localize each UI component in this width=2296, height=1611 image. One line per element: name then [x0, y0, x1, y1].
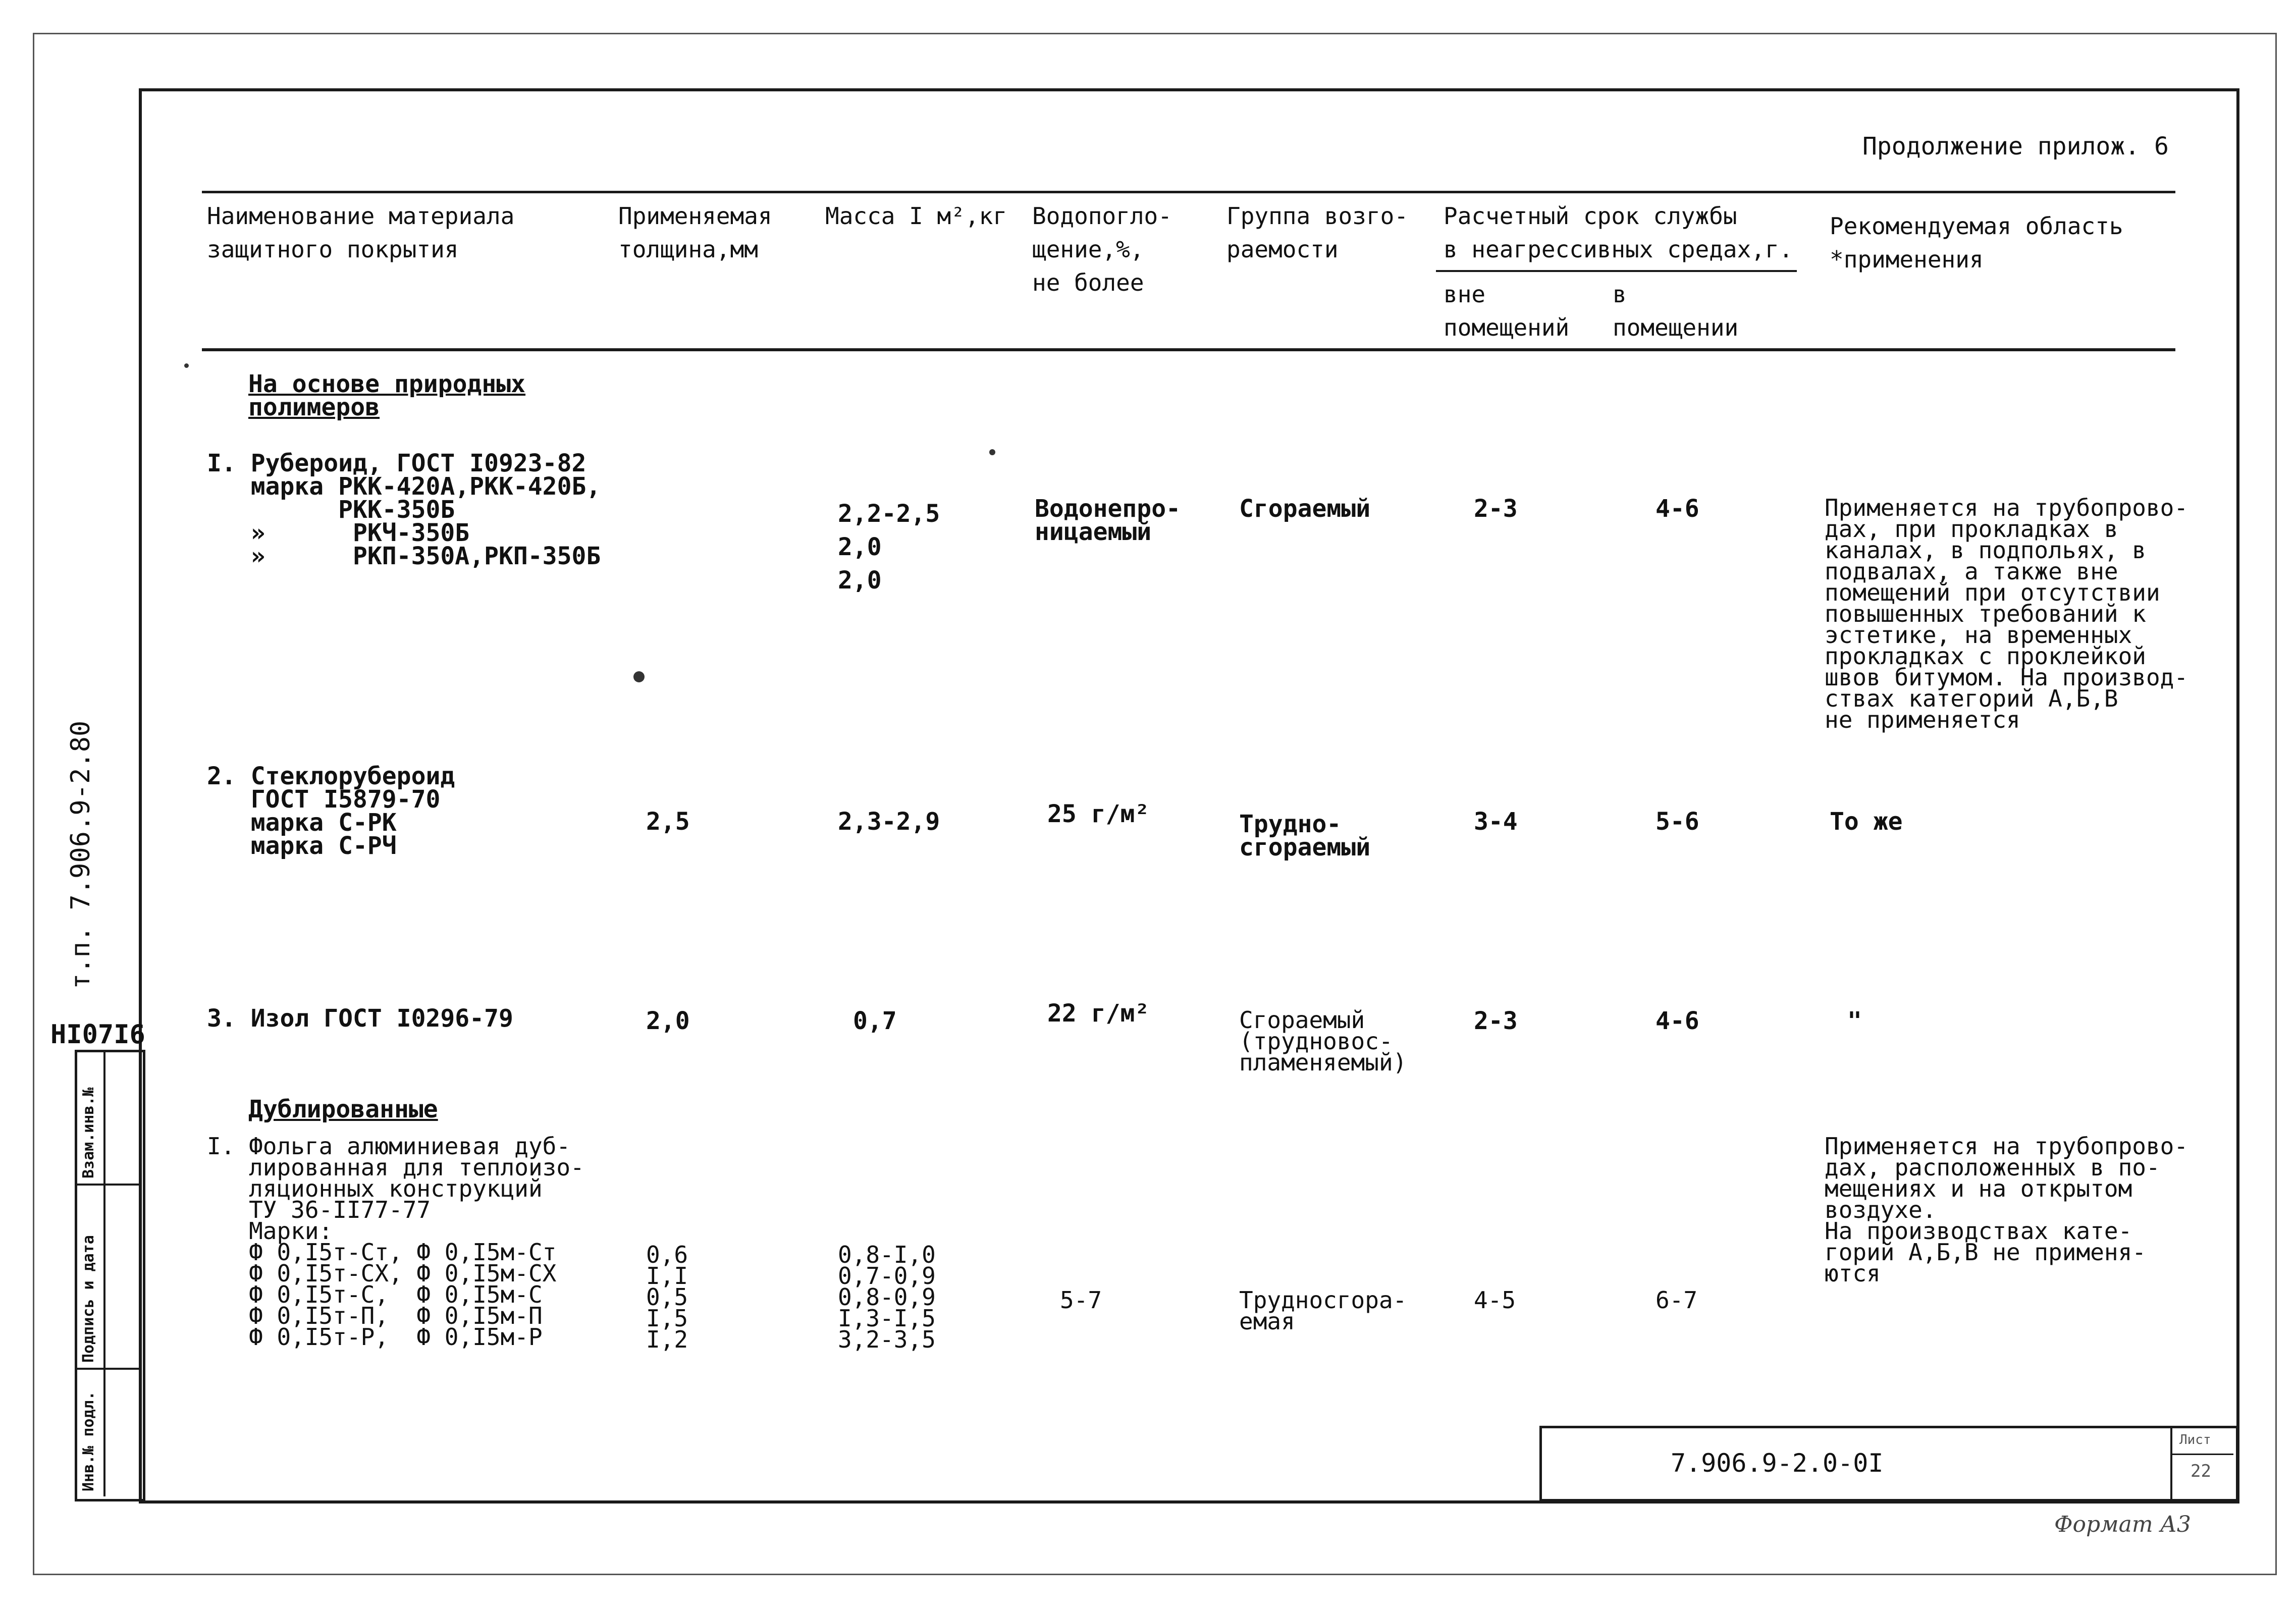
sheet-label: Лист: [2179, 1432, 2211, 1447]
title-block-divider: [2170, 1426, 2172, 1499]
header-material: Наименование материала защитного покрытия: [207, 202, 515, 263]
header-application: Рекомендуемая область *применения: [1830, 212, 2123, 273]
row3-water: 22 г/м²: [1047, 999, 1150, 1028]
row1-fire: Сгораемый: [1239, 495, 1371, 523]
section-natural-polymers: На основе природных полимеров: [248, 370, 526, 421]
row4-indoor: 6-7: [1656, 1286, 1698, 1314]
stamp-label-replace: Взам.инв.№: [80, 1087, 97, 1178]
sheet-number: 22: [2191, 1461, 2211, 1481]
scan-speck: [989, 449, 995, 455]
section-dubbed: Дублированные: [248, 1095, 438, 1123]
stamp-rule-2: [75, 1368, 140, 1370]
row2-fire: Трудно- сгораемый: [1239, 810, 1371, 862]
row2-water: 25 г/м²: [1047, 800, 1150, 828]
side-document-code: т.п. 7.906.9-2.80: [66, 720, 96, 989]
row4-application: Применяется на трубопрово- дах, расположенных в по- мещениях и на открытом воздухе. На производствах кате- горий А,Б,В не применя- ются: [1825, 1133, 2188, 1287]
row4-water: 5-7: [1060, 1286, 1102, 1314]
header-indoor: в помещении: [1613, 281, 1739, 341]
row1-water: Водонепро- ницаемый: [1035, 495, 1181, 546]
header-thickness: Применяемая толщина,мм: [618, 202, 772, 263]
row3-material: 3. Изол ГОСТ I0296-79: [207, 1004, 513, 1033]
row4-mass: 0,8-I,0 0,7-0,9 0,8-0,9 I,3-I,5 3,2-3,5: [838, 1241, 936, 1353]
stamp-label-inv: Инв.№ подл.: [80, 1391, 97, 1491]
row3-application: ": [1847, 1007, 1862, 1035]
row2-thickness: 2,5: [646, 808, 690, 836]
row2-material: 2. Стеклорубероид ГОСТ I5879-70 марка С-РК марка С-РЧ: [207, 762, 455, 860]
header-outdoor: вне помещений: [1444, 281, 1570, 341]
side-inventory-number: НI07I6: [50, 1019, 145, 1050]
scan-speck: [184, 363, 189, 368]
document-code: 7.906.9-2.0-0I: [1671, 1448, 1884, 1478]
row4-thickness: 0,6 I,I 0,5 I,5 I,2: [646, 1241, 688, 1353]
row3-thickness: 2,0: [646, 1007, 690, 1035]
service-life-rule: [1436, 270, 1797, 272]
scan-speck: [633, 671, 645, 682]
stamp-label-signature: Подпись и дата: [80, 1235, 97, 1363]
header-top-rule: [202, 191, 2175, 193]
row1-indoor: 4-6: [1656, 495, 1699, 523]
row1-outdoor: 2-3: [1474, 495, 1518, 523]
stamp-divider: [103, 1050, 105, 1496]
title-block: [1539, 1426, 2238, 1501]
row3-indoor: 4-6: [1656, 1007, 1699, 1035]
row2-application: То же: [1830, 808, 1903, 836]
row4-fire: Трудносгора- емая: [1239, 1286, 1407, 1335]
sheet-rule: [2170, 1454, 2233, 1455]
row1-application: Применяется на трубопрово- дах, при прокладках в каналах, в подпольях, в подвалах, а также вне помещений при отсутствии повышенных требований к эстетике, на временных прокладках с проклейкой швов битумом. На производ- ствах категорий А,Б,В не применяется: [1825, 494, 2188, 733]
stamp-rule-1: [75, 1184, 140, 1186]
header-service-life: Расчетный срок службы в неагрессивных средах,г.: [1444, 202, 1793, 263]
header-water: Водопогло- щение,%, не более: [1032, 202, 1172, 296]
row1-mass: 2,2-2,5 2,0 2,0: [838, 500, 940, 595]
row1-material: I. Рубероид, ГОСТ I0923-82 марка РКК-420А,РКК-420Б, РКК-350Б » РКЧ-350Б » РКП-350А,РКП-350Б: [207, 449, 601, 570]
row2-mass: 2,3-2,9: [838, 808, 940, 836]
row3-fire: Сгораемый (трудновос- пламеняемый): [1239, 1006, 1407, 1076]
row2-indoor: 5-6: [1656, 808, 1699, 836]
row3-outdoor: 2-3: [1474, 1007, 1518, 1035]
header-mass: Масса I м²,кг: [825, 202, 1007, 230]
header-fire: Группа возго- раемости: [1226, 202, 1409, 263]
header-bottom-rule: [202, 348, 2175, 351]
row3-mass: 0,7: [853, 1007, 897, 1035]
row4-outdoor: 4-5: [1474, 1286, 1516, 1314]
page-title: Продолжение прилож. 6: [1862, 132, 2169, 160]
row4-material: I. Фольга алюминиевая дуб- лированная для теплоизо- ляционных конструкций ТУ 36-II77-77 Марки: Ф 0,I5т-Ст, Ф 0,I5м-Ст Ф 0,I5т-СХ, Ф 0,I5м-СХ Ф 0,I5т-С, Ф 0,I5м-С Ф 0,I5т-П, Ф 0,I5м-П Ф 0,I5т-Р, Ф 0,I5м-Р: [207, 1133, 584, 1351]
format-label: Формат А3: [2054, 1512, 2191, 1537]
row2-outdoor: 3-4: [1474, 808, 1518, 836]
